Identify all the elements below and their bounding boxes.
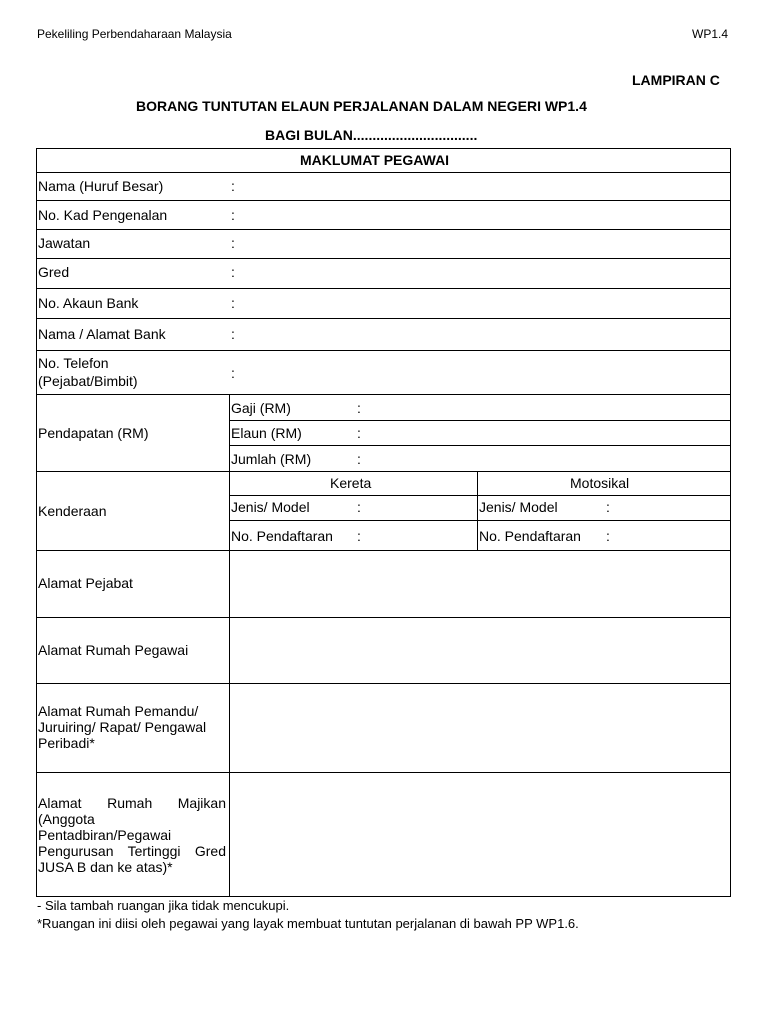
section-title: MAKLUMAT PEGAWAI (300, 152, 450, 168)
row-colon-phone: : (231, 365, 235, 381)
income-colon-salary: : (357, 400, 361, 416)
car-model-label: Jenis/ Model (231, 499, 310, 515)
row-label-nama: Nama (Huruf Besar) (38, 178, 164, 194)
car-model-field[interactable] (366, 496, 476, 519)
income-item-salary: Gaji (RM) (231, 400, 291, 416)
motorcycle-registration-label: No. Pendaftaran (479, 528, 581, 544)
income-colon-allowance: : (357, 425, 361, 441)
car-registration-colon: : (357, 528, 361, 544)
appendix-label: LAMPIRAN C (632, 72, 720, 88)
row-colon-gred: : (231, 264, 235, 280)
car-registration-field[interactable] (366, 521, 476, 549)
header-right: WP1.4 (692, 27, 729, 41)
form-title: BORANG TUNTUTAN ELAUN PERJALANAN DALAM NEGERI WP1.4 (136, 98, 587, 114)
motorcycle-model-colon: : (606, 499, 610, 515)
income-label: Pendapatan (RM) (38, 425, 149, 441)
home-address-label: Alamat Rumah Pegawai (38, 642, 189, 658)
driver-address-label: Alamat Rumah Pemandu/ Juruiring/ Rapat/ Pengawal Peribadi* (38, 703, 207, 751)
row-label-ic: No. Kad Pengenalan (38, 207, 168, 223)
ic-number-field[interactable] (240, 201, 728, 228)
income-item-total: Jumlah (RM) (231, 451, 312, 467)
row-label-bank-account: No. Akaun Bank (38, 295, 139, 311)
driver-address-field[interactable] (231, 685, 728, 771)
income-item-allowance: Elaun (RM) (231, 425, 302, 441)
row-label-jawatan: Jawatan (38, 235, 91, 251)
motorcycle-registration-field[interactable] (615, 521, 728, 549)
car-registration-label: No. Pendaftaran (231, 528, 333, 544)
office-address-label: Alamat Pejabat (38, 575, 133, 591)
month-line: BAGI BULAN................................ (265, 127, 478, 143)
row-label-phone-1: No. Telefon (38, 355, 109, 371)
row-colon-nama: : (231, 178, 235, 194)
total-field[interactable] (366, 446, 728, 470)
phone-field[interactable] (240, 351, 728, 393)
row-colon-bank-account: : (231, 295, 235, 311)
income-colon-total: : (357, 451, 361, 467)
grade-field[interactable] (240, 259, 728, 287)
row-colon-jawatan: : (231, 235, 235, 251)
vehicle-car-header: Kereta (330, 475, 372, 491)
note-add-rows: - Sila tambah ruangan jika tidak mencukupi. (37, 898, 290, 913)
motorcycle-model-label: Jenis/ Model (479, 499, 558, 515)
position-field[interactable] (240, 230, 728, 257)
employer-address-field[interactable] (231, 774, 728, 895)
row-label-phone-2: (Pejabat/Bimbit) (38, 373, 138, 389)
office-address-field[interactable] (231, 552, 728, 616)
vehicle-motorcycle-header: Motosikal (570, 475, 630, 491)
motorcycle-registration-colon: : (606, 528, 610, 544)
vehicle-label: Kenderaan (38, 503, 107, 519)
allowance-field[interactable] (366, 421, 728, 444)
row-label-bank-address: Nama / Alamat Bank (38, 326, 166, 342)
car-model-colon: : (357, 499, 361, 515)
name-field[interactable] (240, 173, 728, 199)
row-colon-ic: : (231, 207, 235, 223)
employer-address-label: Alamat Rumah Majikan (Anggota Pentadbiran/Pegawai Pengurusan Tertinggi Gred JUSA B dan ke atas)* (38, 795, 226, 875)
row-colon-bank-address: : (231, 326, 235, 342)
bank-address-field[interactable] (240, 319, 728, 349)
note-eligibility: *Ruangan ini diisi oleh pegawai yang layak membuat tuntutan perjalanan di bawah PP WP1.6. (37, 916, 579, 931)
bank-account-field[interactable] (240, 289, 728, 317)
header-left: Pekeliling Perbendaharaan Malaysia (37, 27, 232, 41)
motorcycle-model-field[interactable] (615, 496, 728, 519)
salary-field[interactable] (366, 395, 728, 419)
home-address-field[interactable] (231, 619, 728, 682)
row-label-gred: Gred (38, 264, 70, 280)
